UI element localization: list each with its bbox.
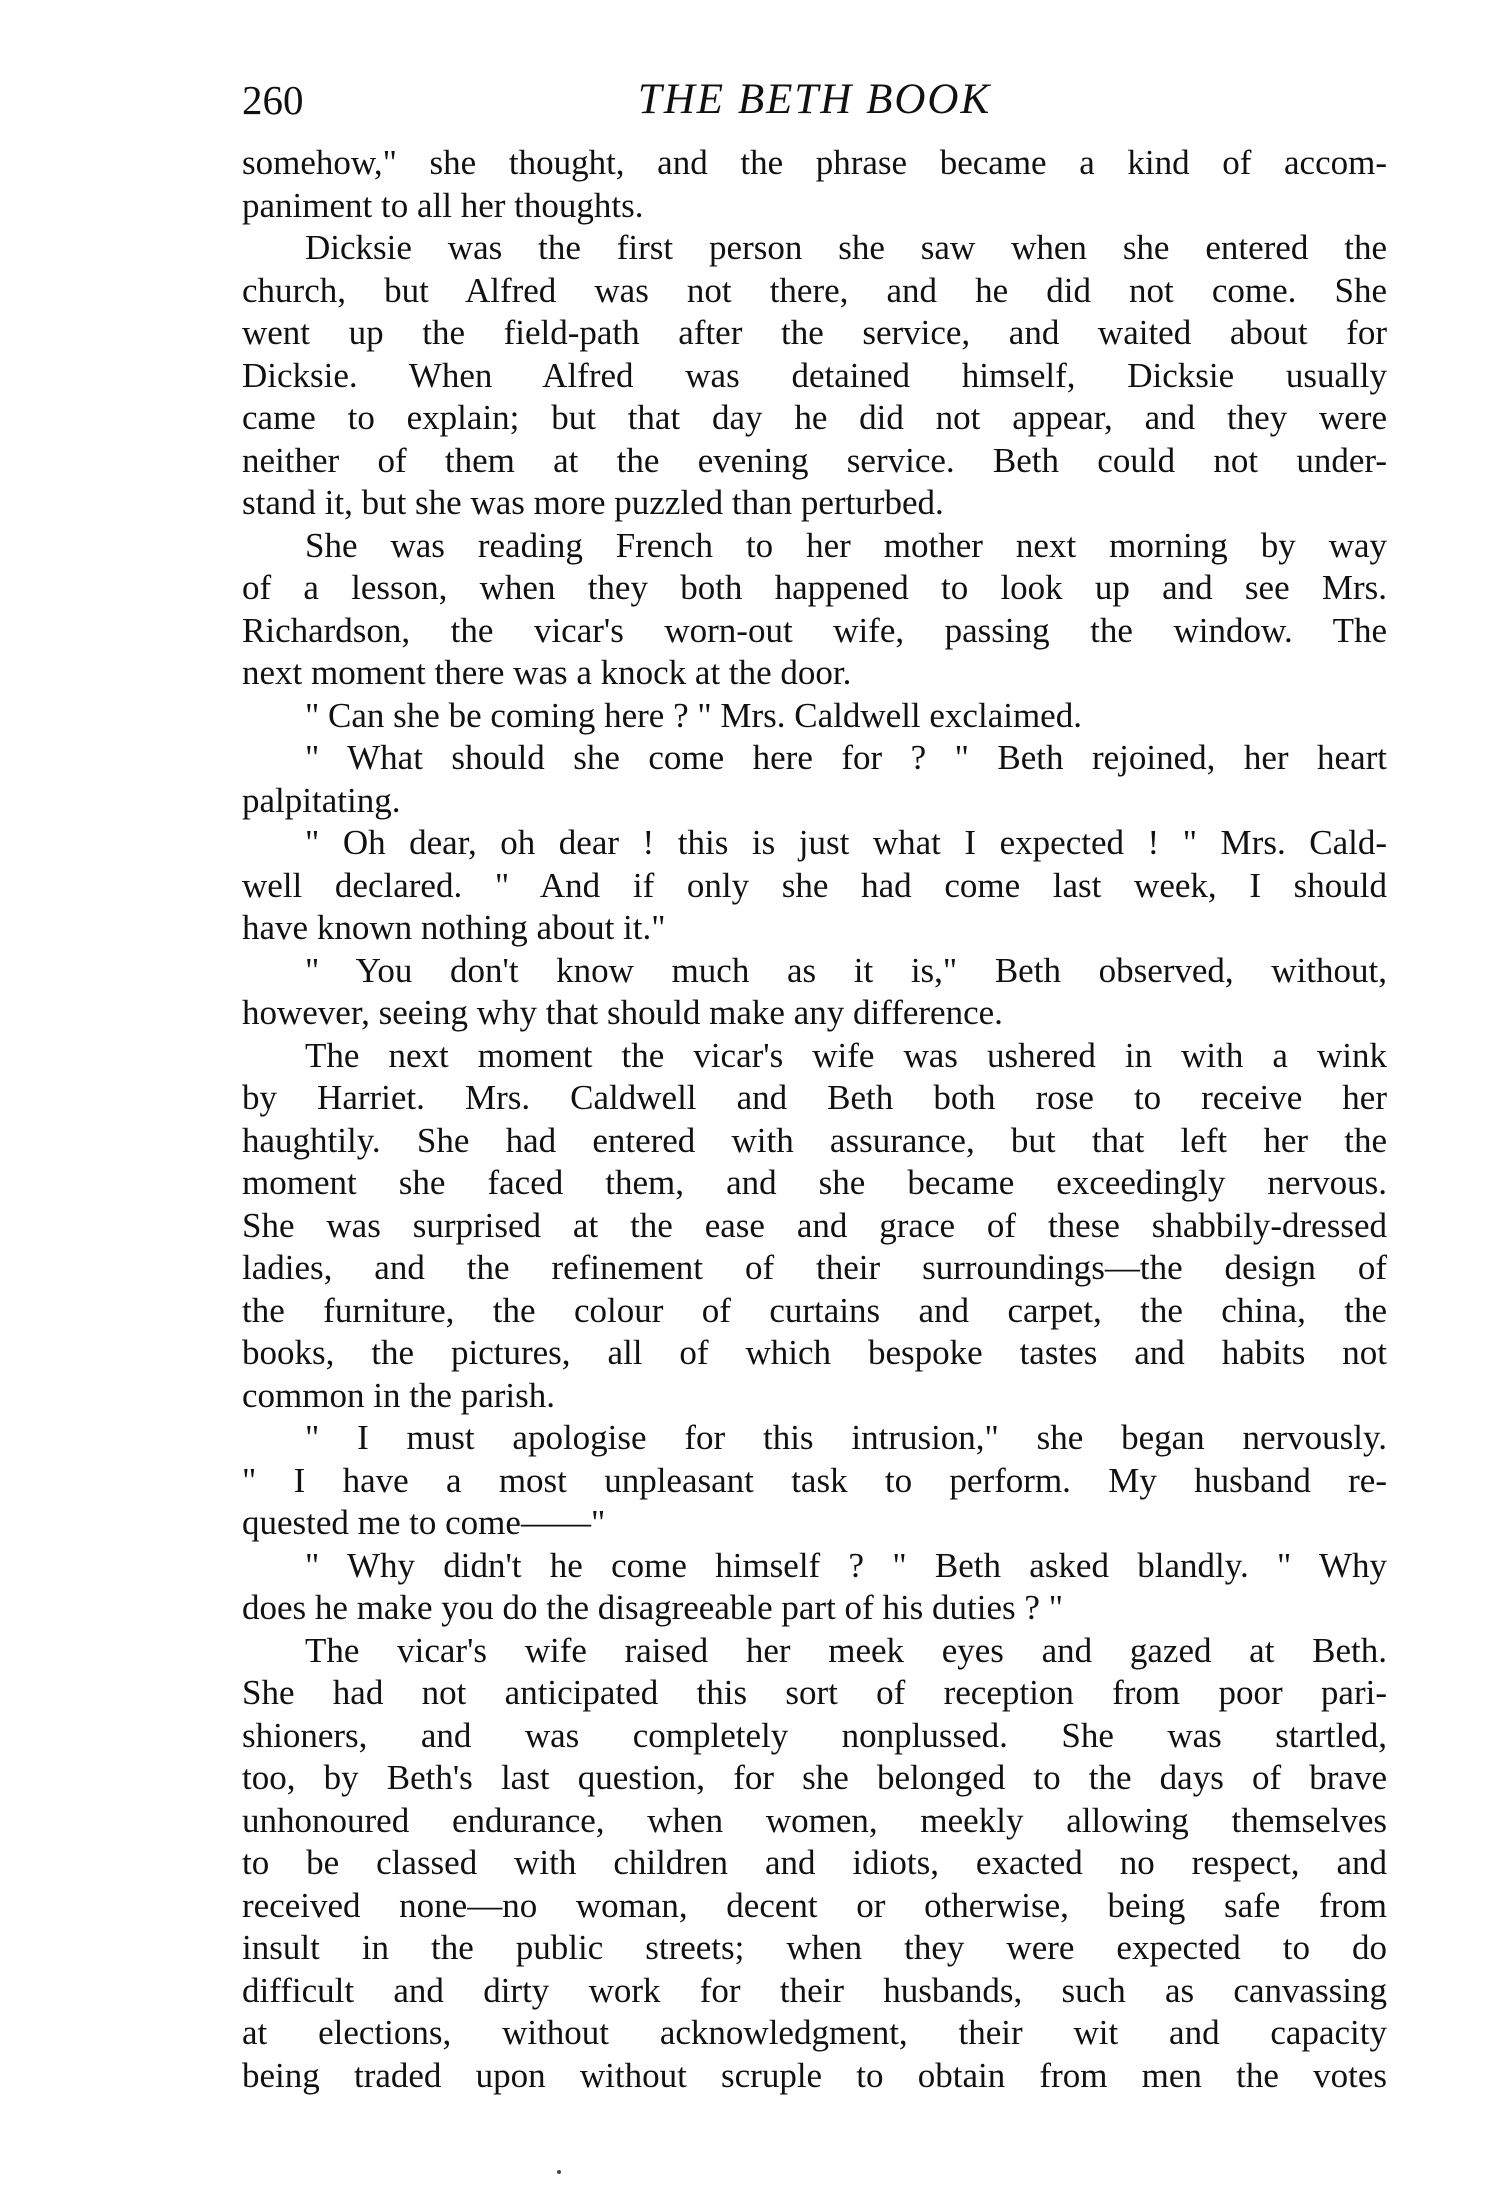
text-line: however, seeing why that should make any difference. xyxy=(242,993,1003,1032)
text-line: books, the pictures, all of which bespoke tastes and habits not xyxy=(242,1333,1387,1372)
scan-speck xyxy=(557,2170,561,2174)
text-line: does he make you do the disagreeable part of his duties ? " xyxy=(242,1588,1063,1627)
text-line: stand it, but she was more puzzled than perturbed. xyxy=(242,483,944,522)
text-line: She had not anticipated this sort of reception from poor pari- xyxy=(242,1673,1387,1712)
text-line: at elections, without acknowledgment, their wit and capacity xyxy=(242,2013,1387,2052)
text-line: " I must apologise for this intrusion," she began nervously. xyxy=(305,1418,1387,1457)
text-line: The next moment the vicar's wife was ushered in with a wink xyxy=(305,1035,1387,1075)
text-line: ladies, and the refinement of their surroundings—the design of xyxy=(242,1248,1387,1287)
text-line: went up the field-path after the service, and waited about for xyxy=(242,313,1387,352)
text-line: Dicksie was the first person she saw when she entered the xyxy=(305,228,1387,267)
text-line: the furniture, the colour of curtains and carpet, the china, the xyxy=(242,1290,1387,1330)
body-text xyxy=(242,142,1387,2097)
text-line: neither of them at the evening service. Beth could not under- xyxy=(242,440,1387,480)
text-line: " Can she be coming here ? " Mrs. Caldwell exclaimed. xyxy=(305,695,1082,735)
text-line: Dicksie. When Alfred was detained himself, Dicksie usually xyxy=(242,355,1387,395)
text-line: difficult and dirty work for their husbands, such as canvassing xyxy=(242,1970,1387,2010)
text-line: " You don't know much as it is," Beth observed, without, xyxy=(305,950,1387,990)
text-line: came to explain; but that day he did not appear, and they were xyxy=(242,398,1387,437)
text-line: being traded upon without scruple to obtain from men the votes xyxy=(242,2055,1387,2095)
text-line: well declared. " And if only she had come last week, I should xyxy=(242,865,1387,905)
text-line: next moment there was a knock at the door. xyxy=(242,653,852,692)
text-line: " Why didn't he come himself ? " Beth asked blandly. " Why xyxy=(305,1545,1387,1585)
text-line: received none—no woman, decent or otherwise, being safe from xyxy=(242,1885,1387,1925)
running-title: THE BETH BOOK xyxy=(637,76,992,123)
text-line: of a lesson, when they both happened to look up and see Mrs. xyxy=(242,568,1387,607)
text-line: Richardson, the vicar's worn-out wife, passing the window. The xyxy=(242,610,1387,650)
text-line: She was reading French to her mother next morning by way xyxy=(305,525,1387,565)
text-line: have known nothing about it." xyxy=(242,908,666,947)
text-line: moment she faced them, and she became exceedingly nervous. xyxy=(242,1163,1387,1202)
text-line: church, but Alfred was not there, and he did not come. She xyxy=(242,270,1387,310)
page-header xyxy=(242,70,1387,130)
text-line: quested me to come——" xyxy=(242,1503,606,1542)
text-line: too, by Beth's last question, for she belonged to the days of brave xyxy=(242,1758,1387,1797)
text-line: insult in the public streets; when they were expected to do xyxy=(242,1928,1387,1967)
text-line: haughtily. She had entered with assurance, but that left her the xyxy=(242,1120,1387,1160)
page-number: 260 xyxy=(242,77,304,123)
text-line: common in the parish. xyxy=(242,1375,556,1415)
text-line: unhonoured endurance, when women, meekly allowing themselves xyxy=(242,1800,1387,1840)
text-line: The vicar's wife raised her meek eyes and gazed at Beth. xyxy=(305,1630,1387,1670)
text-line: to be classed with children and idiots, exacted no respect, and xyxy=(242,1843,1387,1882)
text-line: shioners, and was completely nonplussed. She was startled, xyxy=(242,1715,1387,1755)
text-line: " What should she come here for ? " Beth rejoined, her heart xyxy=(305,738,1387,777)
text-line: paniment to all her thoughts. xyxy=(242,185,644,225)
text-line: She was surprised at the ease and grace of these shabbily-dressed xyxy=(242,1205,1387,1245)
text-line: " Oh dear, oh dear ! this is just what I expected ! " Mrs. Cald- xyxy=(305,823,1387,862)
text-line: palpitating. xyxy=(242,780,401,820)
text-line: somehow," she thought, and the phrase became a kind of accom- xyxy=(242,143,1387,182)
text-line: " I have a most unpleasant task to perform. My husband re- xyxy=(242,1460,1387,1500)
text-line: by Harriet. Mrs. Caldwell and Beth both rose to receive her xyxy=(242,1078,1387,1117)
